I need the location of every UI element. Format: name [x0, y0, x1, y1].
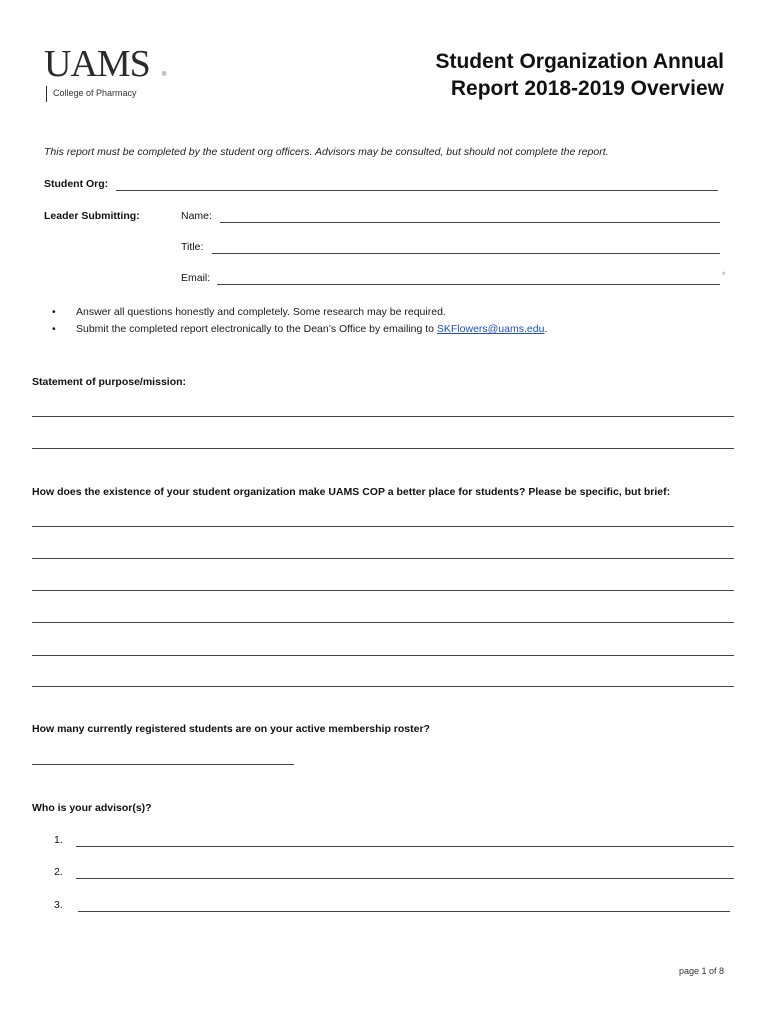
title-line-1: Student Organization Annual [435, 50, 724, 73]
title-line-2: Report 2018-2019 Overview [450, 77, 724, 100]
existence-answer-line[interactable] [32, 655, 734, 656]
purpose-answer-line[interactable] [32, 416, 734, 417]
student-org-label: Student Org: [44, 178, 109, 190]
list-item [52, 321, 547, 338]
instruction-text: Answer all questions honestly and completely. Some research may be required. [76, 306, 446, 318]
uams-logo: UAMS [44, 43, 150, 85]
existence-question: How does the existence of your student organization make UAMS COP a better place for students? Please be specific, but brief: [32, 486, 671, 498]
page-title [435, 48, 724, 102]
page-number: page 1 of 8 [678, 966, 724, 976]
purpose-answer-line[interactable] [32, 448, 734, 449]
title-label: Title: [181, 241, 204, 253]
student-org-field[interactable] [116, 190, 718, 191]
title-field[interactable] [212, 253, 720, 254]
email-field[interactable] [217, 284, 720, 285]
advisor-number: 2. [54, 866, 63, 878]
advisor-number: 3. [54, 899, 63, 911]
purpose-question: Statement of purpose/mission: [32, 376, 187, 388]
intro-text: This report must be completed by the student org officers. Advisors may be consulted, but should not complete the report. [44, 146, 609, 158]
email-link[interactable]: SKFlowers@uams.edu [436, 323, 545, 335]
advisor-number: 1. [54, 834, 63, 846]
name-label: Name: [181, 210, 212, 222]
advisor-answer-line[interactable] [76, 878, 734, 879]
advisor-answer-line[interactable] [76, 846, 734, 847]
name-field[interactable] [220, 222, 720, 223]
leader-submitting-label: Leader Submitting: [44, 210, 140, 222]
existence-answer-line[interactable] [32, 686, 734, 687]
advisor-answer-line[interactable] [78, 911, 730, 912]
registered-mark: ® [162, 72, 167, 78]
logo-divider [46, 86, 47, 102]
instruction-suffix: . [544, 323, 548, 335]
bullet-icon: • [52, 306, 56, 318]
existence-answer-line[interactable] [32, 526, 734, 527]
existence-answer-line[interactable] [32, 590, 734, 591]
asterisk-mark: * [722, 270, 726, 280]
existence-answer-line[interactable] [32, 622, 734, 623]
logo-subtitle: College of Pharmacy [53, 88, 137, 98]
bullet-icon: • [52, 323, 56, 335]
instruction-text: Submit the completed report electronically to the Dean’s Office by emailing to [76, 323, 437, 335]
list-item [52, 304, 547, 321]
instructions-list [52, 304, 547, 338]
advisor-question: Who is your advisor(s)? [32, 802, 152, 814]
email-label: Email: [181, 272, 211, 284]
membership-question: How many currently registered students are on your active membership roster? [32, 723, 430, 735]
existence-answer-line[interactable] [32, 558, 734, 559]
membership-answer-line[interactable] [32, 764, 294, 765]
